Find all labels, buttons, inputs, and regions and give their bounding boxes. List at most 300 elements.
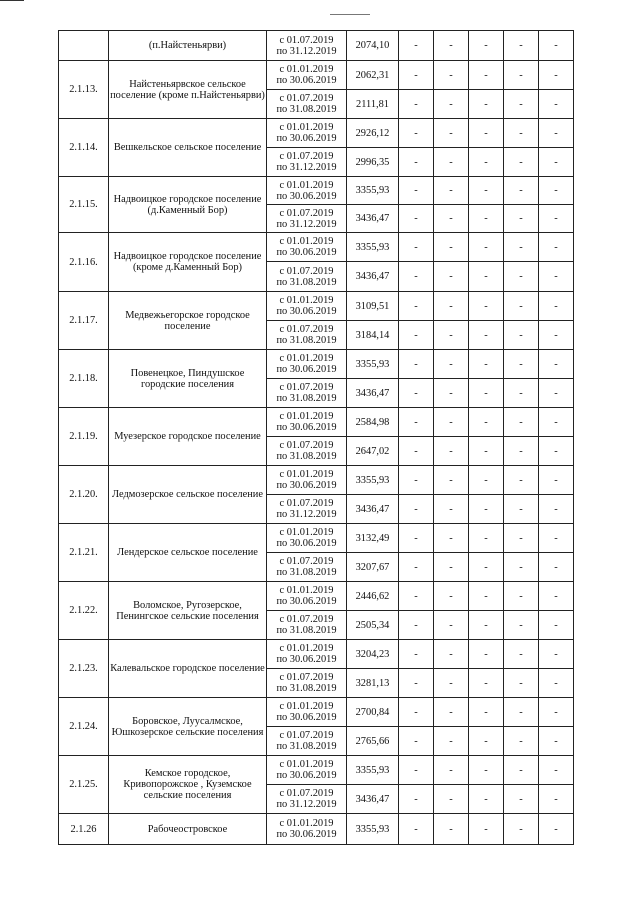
row-number xyxy=(59,31,109,61)
period-end: по 31.08.2019 xyxy=(276,625,337,636)
empty-value-dash: - xyxy=(469,437,504,466)
empty-value-dash: - xyxy=(504,379,539,408)
period-start: с 01.01.2019 xyxy=(279,295,334,306)
period-start: с 01.01.2019 xyxy=(279,411,334,422)
empty-value-dash: - xyxy=(469,205,504,233)
empty-value-dash: - xyxy=(504,582,539,611)
empty-value-dash: - xyxy=(434,233,469,262)
empty-value-dash: - xyxy=(504,524,539,553)
tariff-value: 3355,93 xyxy=(347,350,399,379)
empty-value-dash: - xyxy=(469,321,504,350)
empty-value-dash: - xyxy=(434,785,469,814)
table-row xyxy=(59,350,574,379)
period-cell xyxy=(267,553,347,582)
empty-value-dash: - xyxy=(434,495,469,524)
empty-value-dash: - xyxy=(469,31,504,61)
empty-value-dash: - xyxy=(399,350,434,379)
settlement-name: (п.Найстеньярви) xyxy=(109,31,267,61)
empty-value-dash: - xyxy=(469,90,504,119)
empty-value-dash: - xyxy=(539,698,574,727)
tariff-value: 3355,93 xyxy=(347,466,399,495)
empty-value-dash: - xyxy=(434,379,469,408)
period-start: с 01.07.2019 xyxy=(279,672,334,683)
period-start: с 01.07.2019 xyxy=(279,614,334,625)
period-end: по 30.06.2019 xyxy=(276,422,337,433)
period-start: с 01.07.2019 xyxy=(279,440,334,451)
settlement-name: Вешкельское сельское поселение xyxy=(109,119,267,177)
period-cell xyxy=(267,727,347,756)
tariff-value: 2700,84 xyxy=(347,698,399,727)
empty-value-dash: - xyxy=(539,31,574,61)
empty-value-dash: - xyxy=(399,785,434,814)
period-cell xyxy=(267,466,347,495)
row-number: 2.1.17. xyxy=(59,292,109,350)
empty-value-dash: - xyxy=(469,350,504,379)
period-end: по 31.08.2019 xyxy=(276,683,337,694)
settlement-name: Муезерское городское поселение xyxy=(109,408,267,466)
period-start: с 01.07.2019 xyxy=(279,730,334,741)
settlement-name: Ледмозерское сельское поселение xyxy=(109,466,267,524)
period-start: с 01.01.2019 xyxy=(279,469,334,480)
tariff-table-body xyxy=(59,31,574,845)
empty-value-dash: - xyxy=(504,611,539,640)
period-end: по 31.08.2019 xyxy=(276,393,337,404)
tariff-value: 2074,10 xyxy=(347,31,399,61)
tariff-value: 3207,67 xyxy=(347,553,399,582)
tariff-value: 3436,47 xyxy=(347,379,399,408)
empty-value-dash: - xyxy=(399,495,434,524)
empty-value-dash: - xyxy=(469,698,504,727)
empty-value-dash: - xyxy=(539,262,574,292)
period-cell xyxy=(267,262,347,292)
empty-value-dash: - xyxy=(469,148,504,177)
empty-value-dash: - xyxy=(469,756,504,785)
tariff-value: 2446,62 xyxy=(347,582,399,611)
empty-value-dash: - xyxy=(399,553,434,582)
empty-value-dash: - xyxy=(539,119,574,148)
empty-value-dash: - xyxy=(539,727,574,756)
table-row xyxy=(59,292,574,321)
empty-value-dash: - xyxy=(539,177,574,205)
period-start: с 01.01.2019 xyxy=(279,818,334,829)
empty-value-dash: - xyxy=(434,61,469,90)
empty-value-dash: - xyxy=(399,524,434,553)
period-end: по 30.06.2019 xyxy=(276,770,337,781)
empty-value-dash: - xyxy=(469,61,504,90)
period-end: по 31.12.2019 xyxy=(276,218,337,230)
period-start: с 01.01.2019 xyxy=(279,236,334,247)
period-cell xyxy=(267,31,347,61)
empty-value-dash: - xyxy=(399,233,434,262)
row-number: 2.1.21. xyxy=(59,524,109,582)
period-end: по 30.06.2019 xyxy=(276,133,337,144)
empty-value-dash: - xyxy=(539,640,574,669)
period-end: по 30.06.2019 xyxy=(276,712,337,723)
tariff-value: 2926,12 xyxy=(347,119,399,148)
empty-value-dash: - xyxy=(434,582,469,611)
empty-value-dash: - xyxy=(469,785,504,814)
empty-value-dash: - xyxy=(504,148,539,177)
empty-value-dash: - xyxy=(469,233,504,262)
period-start: с 01.07.2019 xyxy=(279,207,334,219)
empty-value-dash: - xyxy=(504,408,539,437)
tariff-value: 3436,47 xyxy=(347,205,399,233)
row-number: 2.1.18. xyxy=(59,350,109,408)
empty-value-dash: - xyxy=(504,785,539,814)
period-end: по 31.08.2019 xyxy=(276,276,337,288)
scan-top-line xyxy=(330,14,370,15)
empty-value-dash: - xyxy=(434,698,469,727)
tariff-value: 3184,14 xyxy=(347,321,399,350)
empty-value-dash: - xyxy=(504,321,539,350)
period-end: по 31.08.2019 xyxy=(276,741,337,752)
row-number: 2.1.25. xyxy=(59,756,109,814)
tariff-value: 3355,93 xyxy=(347,756,399,785)
empty-value-dash: - xyxy=(539,90,574,119)
row-number: 2.1.20. xyxy=(59,466,109,524)
empty-value-dash: - xyxy=(434,350,469,379)
row-number: 2.1.19. xyxy=(59,408,109,466)
period-end: по 31.12.2019 xyxy=(276,799,337,810)
empty-value-dash: - xyxy=(539,437,574,466)
empty-value-dash: - xyxy=(399,262,434,292)
period-cell xyxy=(267,90,347,119)
period-start: с 01.07.2019 xyxy=(279,382,334,393)
tariff-value: 3436,47 xyxy=(347,262,399,292)
tariff-value: 3355,93 xyxy=(347,814,399,845)
period-start: с 01.07.2019 xyxy=(279,498,334,509)
period-cell xyxy=(267,524,347,553)
settlement-name: Кемское городское, Кривопорожское , Куземское сельские поселения xyxy=(109,756,267,814)
period-end: по 30.06.2019 xyxy=(276,75,337,86)
empty-value-dash: - xyxy=(434,31,469,61)
empty-value-dash: - xyxy=(434,669,469,698)
tariff-value: 3132,49 xyxy=(347,524,399,553)
empty-value-dash: - xyxy=(539,553,574,582)
table-row xyxy=(59,61,574,90)
empty-value-dash: - xyxy=(399,148,434,177)
period-cell xyxy=(267,785,347,814)
table-row xyxy=(59,640,574,669)
period-cell xyxy=(267,495,347,524)
empty-value-dash: - xyxy=(469,292,504,321)
period-cell xyxy=(267,177,347,205)
empty-value-dash: - xyxy=(399,727,434,756)
tariff-value: 2505,34 xyxy=(347,611,399,640)
period-start: с 01.07.2019 xyxy=(279,556,334,567)
period-start: с 01.01.2019 xyxy=(279,527,334,538)
tariff-value: 3436,47 xyxy=(347,495,399,524)
row-number: 2.1.14. xyxy=(59,119,109,177)
empty-value-dash: - xyxy=(469,177,504,205)
empty-value-dash: - xyxy=(504,61,539,90)
empty-value-dash: - xyxy=(434,292,469,321)
table-row xyxy=(59,233,574,262)
empty-value-dash: - xyxy=(399,31,434,61)
period-end: по 31.08.2019 xyxy=(276,335,337,346)
settlement-name: Рабочеостровское xyxy=(109,814,267,845)
empty-value-dash: - xyxy=(469,379,504,408)
period-cell xyxy=(267,350,347,379)
empty-value-dash: - xyxy=(504,119,539,148)
settlement-name: Надвоицкое городское поселение (кроме д.Каменный Бор) xyxy=(109,233,267,292)
empty-value-dash: - xyxy=(539,814,574,845)
empty-value-dash: - xyxy=(469,611,504,640)
settlement-name: Повенецкое, Пиндушское городские поселения xyxy=(109,350,267,408)
period-start: с 01.07.2019 xyxy=(279,151,334,162)
period-end: по 30.06.2019 xyxy=(276,538,337,549)
period-cell xyxy=(267,640,347,669)
empty-value-dash: - xyxy=(399,119,434,148)
empty-value-dash: - xyxy=(434,321,469,350)
empty-value-dash: - xyxy=(539,785,574,814)
empty-value-dash: - xyxy=(434,466,469,495)
settlement-name: Найстеньярвское сельское поселение (кроме п.Найстеньярви) xyxy=(109,61,267,119)
empty-value-dash: - xyxy=(504,727,539,756)
period-start: с 01.01.2019 xyxy=(279,759,334,770)
tariff-value: 3204,23 xyxy=(347,640,399,669)
empty-value-dash: - xyxy=(469,408,504,437)
table-row xyxy=(59,756,574,785)
period-end: по 30.06.2019 xyxy=(276,480,337,491)
tariff-table xyxy=(58,30,574,845)
empty-value-dash: - xyxy=(399,61,434,90)
period-cell xyxy=(267,582,347,611)
period-cell xyxy=(267,437,347,466)
empty-value-dash: - xyxy=(469,495,504,524)
table-row xyxy=(59,119,574,148)
empty-value-dash: - xyxy=(539,466,574,495)
period-cell xyxy=(267,61,347,90)
empty-value-dash: - xyxy=(539,669,574,698)
tariff-value: 3355,93 xyxy=(347,233,399,262)
period-end: по 31.12.2019 xyxy=(276,509,337,520)
row-number: 2.1.15. xyxy=(59,177,109,233)
empty-value-dash: - xyxy=(434,553,469,582)
period-start: с 01.07.2019 xyxy=(279,265,334,277)
period-end: по 30.06.2019 xyxy=(276,247,337,258)
empty-value-dash: - xyxy=(504,640,539,669)
empty-value-dash: - xyxy=(434,727,469,756)
period-start: с 01.01.2019 xyxy=(279,643,334,654)
empty-value-dash: - xyxy=(539,205,574,233)
empty-value-dash: - xyxy=(539,148,574,177)
tariff-value: 2062,31 xyxy=(347,61,399,90)
empty-value-dash: - xyxy=(504,466,539,495)
empty-value-dash: - xyxy=(504,205,539,233)
period-cell xyxy=(267,379,347,408)
settlement-name: Калевальское городское поселение xyxy=(109,640,267,698)
empty-value-dash: - xyxy=(469,524,504,553)
period-cell xyxy=(267,233,347,262)
empty-value-dash: - xyxy=(434,408,469,437)
empty-value-dash: - xyxy=(539,61,574,90)
empty-value-dash: - xyxy=(434,119,469,148)
empty-value-dash: - xyxy=(434,90,469,119)
empty-value-dash: - xyxy=(504,177,539,205)
empty-value-dash: - xyxy=(399,292,434,321)
empty-value-dash: - xyxy=(504,262,539,292)
row-number: 2.1.26 xyxy=(59,814,109,845)
scan-corner-mark xyxy=(0,0,24,4)
empty-value-dash: - xyxy=(504,90,539,119)
empty-value-dash: - xyxy=(504,553,539,582)
period-cell xyxy=(267,321,347,350)
empty-value-dash: - xyxy=(539,292,574,321)
period-end: по 31.12.2019 xyxy=(276,162,337,173)
period-start: с 01.01.2019 xyxy=(279,585,334,596)
empty-value-dash: - xyxy=(434,262,469,292)
settlement-name: Лендерское сельское поселение xyxy=(109,524,267,582)
empty-value-dash: - xyxy=(504,437,539,466)
period-cell xyxy=(267,408,347,437)
empty-value-dash: - xyxy=(469,582,504,611)
empty-value-dash: - xyxy=(399,640,434,669)
settlement-name: Воломское, Ругозерское, Пенингское сельские поселения xyxy=(109,582,267,640)
empty-value-dash: - xyxy=(504,495,539,524)
tariff-value: 3281,13 xyxy=(347,669,399,698)
empty-value-dash: - xyxy=(399,698,434,727)
period-start: с 01.01.2019 xyxy=(279,64,334,75)
empty-value-dash: - xyxy=(504,292,539,321)
empty-value-dash: - xyxy=(399,669,434,698)
table-row xyxy=(59,177,574,205)
empty-value-dash: - xyxy=(434,611,469,640)
empty-value-dash: - xyxy=(469,640,504,669)
empty-value-dash: - xyxy=(539,379,574,408)
period-end: по 30.06.2019 xyxy=(276,829,337,840)
empty-value-dash: - xyxy=(539,350,574,379)
empty-value-dash: - xyxy=(504,350,539,379)
period-cell xyxy=(267,756,347,785)
tariff-value: 2584,98 xyxy=(347,408,399,437)
empty-value-dash: - xyxy=(539,524,574,553)
empty-value-dash: - xyxy=(399,321,434,350)
period-end: по 31.08.2019 xyxy=(276,451,337,462)
period-start: с 01.07.2019 xyxy=(279,324,334,335)
empty-value-dash: - xyxy=(434,148,469,177)
empty-value-dash: - xyxy=(399,756,434,785)
empty-value-dash: - xyxy=(434,640,469,669)
period-start: с 01.07.2019 xyxy=(279,34,334,46)
empty-value-dash: - xyxy=(399,177,434,205)
period-cell xyxy=(267,698,347,727)
empty-value-dash: - xyxy=(434,437,469,466)
empty-value-dash: - xyxy=(539,582,574,611)
period-end: по 30.06.2019 xyxy=(276,596,337,607)
empty-value-dash: - xyxy=(469,669,504,698)
empty-value-dash: - xyxy=(504,756,539,785)
empty-value-dash: - xyxy=(469,727,504,756)
period-end: по 31.12.2019 xyxy=(276,45,337,57)
period-end: по 30.06.2019 xyxy=(276,190,337,202)
tariff-value: 2647,02 xyxy=(347,437,399,466)
period-cell xyxy=(267,148,347,177)
empty-value-dash: - xyxy=(504,233,539,262)
table-row xyxy=(59,524,574,553)
empty-value-dash: - xyxy=(504,814,539,845)
empty-value-dash: - xyxy=(399,379,434,408)
period-end: по 30.06.2019 xyxy=(276,306,337,317)
period-start: с 01.07.2019 xyxy=(279,93,334,104)
empty-value-dash: - xyxy=(399,90,434,119)
empty-value-dash: - xyxy=(539,233,574,262)
tariff-value: 3109,51 xyxy=(347,292,399,321)
empty-value-dash: - xyxy=(504,669,539,698)
period-cell xyxy=(267,814,347,845)
empty-value-dash: - xyxy=(504,31,539,61)
row-number: 2.1.13. xyxy=(59,61,109,119)
empty-value-dash: - xyxy=(539,611,574,640)
empty-value-dash: - xyxy=(434,814,469,845)
settlement-name: Медвежьегорское городское поселение xyxy=(109,292,267,350)
tariff-value: 2996,35 xyxy=(347,148,399,177)
empty-value-dash: - xyxy=(399,437,434,466)
period-end: по 30.06.2019 xyxy=(276,364,337,375)
empty-value-dash: - xyxy=(399,582,434,611)
empty-value-dash: - xyxy=(434,756,469,785)
tariff-value: 2765,66 xyxy=(347,727,399,756)
period-start: с 01.01.2019 xyxy=(279,701,334,712)
empty-value-dash: - xyxy=(539,321,574,350)
empty-value-dash: - xyxy=(399,205,434,233)
empty-value-dash: - xyxy=(469,466,504,495)
empty-value-dash: - xyxy=(469,262,504,292)
empty-value-dash: - xyxy=(539,756,574,785)
period-cell xyxy=(267,292,347,321)
empty-value-dash: - xyxy=(434,177,469,205)
empty-value-dash: - xyxy=(434,205,469,233)
empty-value-dash: - xyxy=(399,408,434,437)
period-start: с 01.01.2019 xyxy=(279,353,334,364)
empty-value-dash: - xyxy=(434,524,469,553)
settlement-name: Надвоицкое городское поселение (д.Каменный Бор) xyxy=(109,177,267,233)
table-row xyxy=(59,31,574,61)
period-start: с 01.01.2019 xyxy=(279,122,334,133)
period-end: по 31.08.2019 xyxy=(276,104,337,115)
settlement-name: Боровское, Луусалмское, Юшкозерское сельские поселения xyxy=(109,698,267,756)
row-number: 2.1.16. xyxy=(59,233,109,292)
period-cell xyxy=(267,119,347,148)
empty-value-dash: - xyxy=(399,814,434,845)
period-end: по 31.08.2019 xyxy=(276,567,337,578)
tariff-value: 2111,81 xyxy=(347,90,399,119)
empty-value-dash: - xyxy=(539,408,574,437)
period-end: по 30.06.2019 xyxy=(276,654,337,665)
row-number: 2.1.22. xyxy=(59,582,109,640)
period-cell xyxy=(267,669,347,698)
tariff-value: 3436,47 xyxy=(347,785,399,814)
empty-value-dash: - xyxy=(504,698,539,727)
table-row xyxy=(59,408,574,437)
table-row xyxy=(59,582,574,611)
empty-value-dash: - xyxy=(539,495,574,524)
period-cell xyxy=(267,205,347,233)
table-row xyxy=(59,466,574,495)
table-row xyxy=(59,814,574,845)
empty-value-dash: - xyxy=(399,466,434,495)
empty-value-dash: - xyxy=(399,611,434,640)
period-cell xyxy=(267,611,347,640)
period-start: с 01.01.2019 xyxy=(279,179,334,191)
empty-value-dash: - xyxy=(469,814,504,845)
row-number: 2.1.23. xyxy=(59,640,109,698)
empty-value-dash: - xyxy=(469,119,504,148)
table-row xyxy=(59,698,574,727)
period-start: с 01.07.2019 xyxy=(279,788,334,799)
empty-value-dash: - xyxy=(469,553,504,582)
tariff-value: 3355,93 xyxy=(347,177,399,205)
